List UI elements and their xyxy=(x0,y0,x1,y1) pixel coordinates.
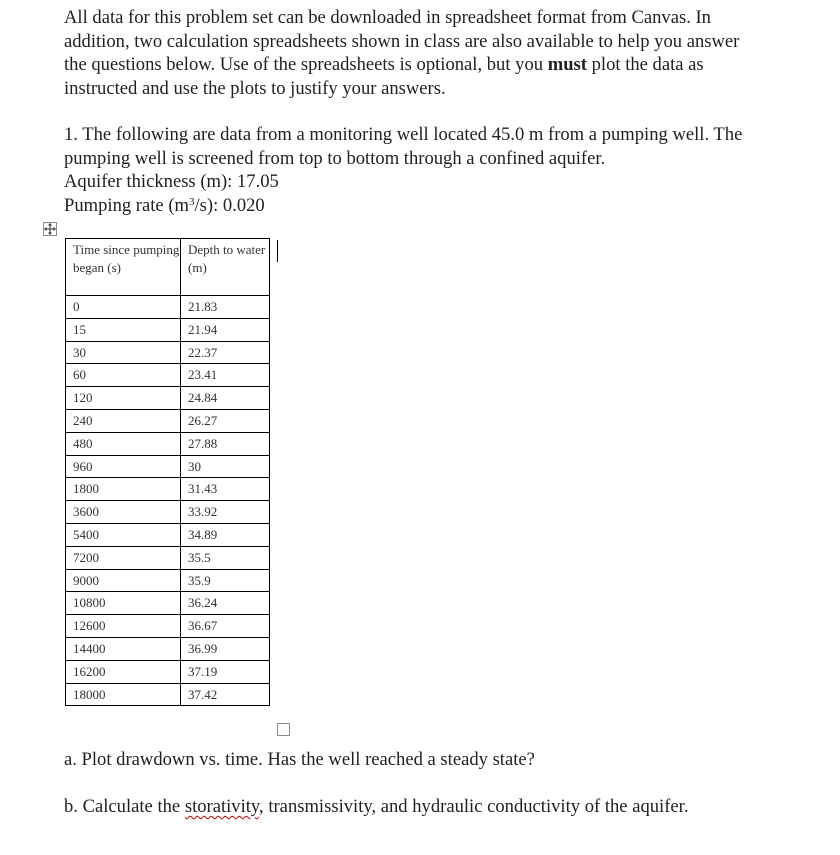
table-row xyxy=(66,296,270,319)
cell-depth: 37.42 xyxy=(181,683,270,706)
cell-time: 0 xyxy=(66,296,181,319)
table-row xyxy=(66,637,270,660)
question-a: a. Plot drawdown vs. time. Has the well reached a steady state? xyxy=(64,749,535,770)
cell-depth: 31.43 xyxy=(181,478,270,501)
emphasis-must: must xyxy=(547,54,587,75)
cell-depth: 24.84 xyxy=(181,387,270,410)
table-body xyxy=(66,296,270,706)
table-row xyxy=(66,592,270,615)
cell-time: 18000 xyxy=(66,683,181,706)
table-row xyxy=(66,660,270,683)
cell-depth: 36.67 xyxy=(181,615,270,638)
table-row xyxy=(66,569,270,592)
text-cursor xyxy=(277,240,278,262)
cell-depth: 30 xyxy=(181,455,270,478)
question-b-prefix: b. Calculate the xyxy=(64,796,185,817)
header-time: Time since pumping began (s) xyxy=(66,239,181,296)
intro-line-3-end: plot the data as xyxy=(586,54,704,75)
cell-time: 1800 xyxy=(66,478,181,501)
table-row xyxy=(66,387,270,410)
cell-depth: 34.89 xyxy=(181,523,270,546)
cell-time: 10800 xyxy=(66,592,181,615)
cell-time: 30 xyxy=(66,341,181,364)
cell-depth: 36.24 xyxy=(181,592,270,615)
table-row xyxy=(66,523,270,546)
table-row xyxy=(66,364,270,387)
question-1 xyxy=(64,123,804,217)
spellcheck-flagged-word[interactable]: storativity xyxy=(184,796,260,817)
intro-line-2: addition, two calculation spreadsheets shown in class are also available to help you answer xyxy=(64,30,740,52)
table-row xyxy=(66,501,270,524)
table-row xyxy=(66,478,270,501)
cell-time: 15 xyxy=(66,318,181,341)
cell-time: 3600 xyxy=(66,501,181,524)
cell-depth: 26.27 xyxy=(181,409,270,432)
question-b-suffix: , transmissivity, and hydraulic conductivity of the aquifer. xyxy=(259,796,689,817)
table-row xyxy=(66,318,270,341)
cell-time: 240 xyxy=(66,409,181,432)
pumping-rate xyxy=(64,194,804,218)
table-row xyxy=(66,432,270,455)
table-row xyxy=(66,455,270,478)
question-1-line-1: 1. The following are data from a monitoring well located 45.0 m from a pumping well. The xyxy=(64,124,743,145)
table-move-icon[interactable] xyxy=(43,222,57,236)
cell-time: 7200 xyxy=(66,546,181,569)
cell-time: 9000 xyxy=(66,569,181,592)
cell-depth: 22.37 xyxy=(181,341,270,364)
intro-line-3 xyxy=(64,53,804,77)
intro-paragraph xyxy=(64,6,804,100)
cell-time: 60 xyxy=(66,364,181,387)
cell-depth: 37.19 xyxy=(181,660,270,683)
header-depth: Depth to water (m) xyxy=(181,239,270,296)
table-row xyxy=(66,546,270,569)
question-1-line-2: pumping well is screened from top to bottom through a confined aquifer. xyxy=(64,147,606,169)
aquifer-thickness: Aquifer thickness (m): 17.05 xyxy=(64,171,279,192)
intro-line-1: All data for this problem set can be downloaded in spreadsheet format from Canvas. In xyxy=(64,7,711,28)
intro-line-4: instructed and use the plots to justify your answers. xyxy=(64,77,446,99)
cell-time: 120 xyxy=(66,387,181,410)
table-row xyxy=(66,341,270,364)
cell-time: 14400 xyxy=(66,637,181,660)
table-header-row xyxy=(66,239,270,296)
question-b xyxy=(64,795,688,818)
drawdown-data-table xyxy=(65,238,270,706)
cell-time: 480 xyxy=(66,432,181,455)
cell-time: 12600 xyxy=(66,615,181,638)
cell-depth: 23.41 xyxy=(181,364,270,387)
pumping-rate-suffix: /s): 0.020 xyxy=(194,194,265,216)
cell-depth: 21.83 xyxy=(181,296,270,319)
table-row xyxy=(66,409,270,432)
intro-line-3-start: the questions below. Use of the spreadsheets is optional, but you xyxy=(64,54,548,75)
cell-time: 960 xyxy=(66,455,181,478)
table-row xyxy=(66,683,270,706)
cell-time: 16200 xyxy=(66,660,181,683)
pumping-rate-exponent: 3 xyxy=(188,195,195,208)
cell-depth: 36.99 xyxy=(181,637,270,660)
cell-depth: 21.94 xyxy=(181,318,270,341)
pumping-rate-prefix: Pumping rate (m xyxy=(64,194,189,216)
cell-depth: 33.92 xyxy=(181,501,270,524)
cell-depth: 35.9 xyxy=(181,569,270,592)
cell-depth: 35.5 xyxy=(181,546,270,569)
table-row xyxy=(66,615,270,638)
table-resize-icon[interactable] xyxy=(277,723,290,736)
cell-time: 5400 xyxy=(66,523,181,546)
cell-depth: 27.88 xyxy=(181,432,270,455)
move-icon xyxy=(44,223,56,235)
